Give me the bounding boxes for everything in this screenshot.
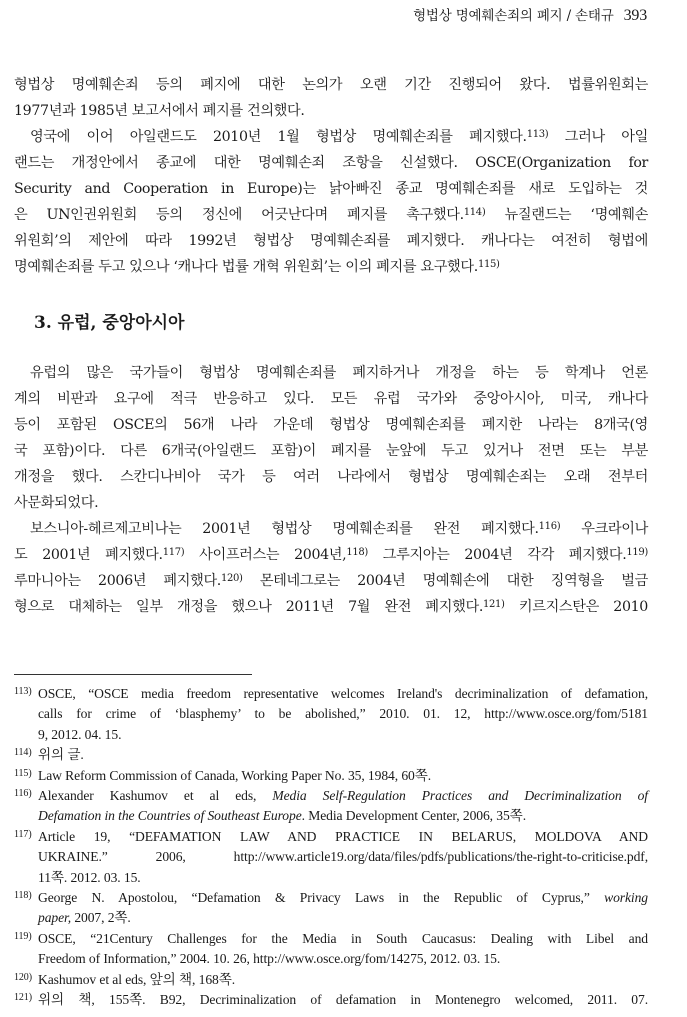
text-segment: 몬테네그로는 2004년 명예훼손에 대한 징역형을 벌금	[242, 573, 648, 589]
text-line: 랜드는 개정안에서 종교에 대한 명예훼손죄 조항을 신설했다. OSCE(Organization for	[14, 155, 648, 171]
footnote-113	[14, 684, 648, 745]
footnote-number: 120)	[14, 971, 32, 983]
text-line	[14, 594, 648, 620]
italic-title: working	[604, 890, 648, 906]
paragraph-4	[14, 516, 648, 620]
footnote-number: 114)	[14, 747, 32, 759]
footnote-120	[14, 970, 648, 990]
text-line: 사문화되었다.	[14, 495, 99, 511]
footnote-ref-121[interactable]: 121)	[482, 599, 505, 610]
footnote-121	[14, 990, 648, 1010]
text-segment: 그러나 아일	[548, 129, 648, 145]
paragraph-2	[14, 124, 648, 280]
text-line: 계의 비판과 요구에 적극 반응하고 있다. 모든 유럽 국가와 중앙아시아, 미국, 캐나다	[14, 391, 648, 407]
footnote-text	[38, 745, 648, 765]
footnote-ref-118[interactable]: 118)	[346, 547, 368, 558]
footnote-line: Law Reform Commission of Canada, Working Paper No. 35, 1984, 60쪽.	[38, 767, 432, 783]
text-segment: 보스니아-헤르제고비나는 2001년 형법상 명예훼손죄를 완전 폐지했다.	[30, 521, 539, 537]
running-title: 형법상 명예훼손죄의 폐지 / 손태규	[413, 8, 614, 24]
text-line: 1977년과 1985년 보고서에서 폐지를 건의했다.	[14, 103, 305, 119]
paragraph-3	[14, 360, 648, 516]
text-segment: . Media Development Center, 2006, 35쪽.	[301, 808, 526, 824]
footnote-118	[14, 888, 648, 929]
text-line	[14, 516, 648, 542]
footnote-number: 121)	[14, 992, 32, 1004]
footnote-line: OSCE, “OSCE media freedom representative welcomes Ireland's decriminalization of defamation,	[38, 686, 648, 701]
footnote-115	[14, 766, 648, 786]
footnote-line: 위의 글.	[38, 747, 84, 763]
text-line: 위원회’의 제안에 따라 1992년 형법상 명예훼손죄를 폐지했다. 캐나다는 여전히 형법에	[14, 233, 648, 249]
footnote-number: 119)	[14, 930, 32, 942]
text-line	[14, 542, 648, 568]
footnote-line: OSCE, “21Century Challenges for the Media in South Caucasus: Dealing with Libel and	[38, 930, 648, 946]
footnote-ref-117[interactable]: 117)	[162, 547, 185, 558]
text-segment: 사이프러스는 2004년,	[184, 547, 347, 563]
footnote-ref-114[interactable]: 114)	[463, 207, 486, 218]
text-segment: 영국에 이어 아일랜드도 2010년 1월 형법상 명예훼손죄를 폐지했다.	[30, 129, 527, 145]
text-line	[14, 202, 648, 228]
text-segment: George N. Apostolou, “Defamation & Privacy Laws in the Republic of Cyprus,”	[38, 890, 605, 906]
footnote-text	[38, 684, 648, 745]
text-segment: 은 UN인권위원회 등의 정신에 어긋난다며 폐지를 촉구했다.	[14, 207, 464, 223]
footnote-114	[14, 745, 648, 765]
text-line: 유럽의 많은 국가들이 형법상 명예훼손죄를 폐지하거나 개정을 하는 등 학계나 언론	[30, 365, 648, 381]
italic-title: paper,	[38, 910, 72, 926]
text-segment: 우크라이나	[560, 521, 648, 537]
italic-title: Defamation in the Countries of Southeast Europe	[38, 808, 302, 824]
footnote-line: 11쪽. 2012. 03. 15.	[38, 869, 141, 885]
footnote-117	[14, 827, 648, 888]
footnote-number: 113)	[14, 686, 32, 697]
text-segment: 그루지아는 2004년 각각 폐지했다.	[367, 547, 627, 563]
text-line	[14, 568, 648, 594]
footnote-ref-116[interactable]: 116)	[538, 521, 561, 532]
text-line: Security and Cooperation in Europe)는 낡아빠진 종교 명예훼손죄를 새로 도입하는 것	[14, 181, 648, 197]
footnotes	[14, 684, 648, 1011]
section-heading: 3. 유럽, 중앙아시아	[34, 313, 185, 333]
text-line: 형법상 명예훼손죄 등의 폐지에 대한 논의가 오랜 기간 진행되어 왔다. 법률위원회는	[14, 77, 648, 93]
footnote-number: 117)	[14, 828, 32, 840]
footnote-text	[38, 786, 648, 827]
footnote-number: 116)	[14, 788, 32, 800]
footnote-text	[38, 888, 648, 929]
text-line: 국 포함)이다. 다른 6개국(아일랜드 포함)이 폐지를 눈앞에 두고 있거나 전면 또는 부분	[14, 443, 648, 459]
footnote-line	[38, 908, 648, 928]
text-line: 개정을 했다. 스칸디나비아 국가 등 여러 나라에서 형법상 명예훼손죄는 오래 전부터	[14, 469, 648, 485]
text-segment: 루마니아는 2006년 폐지했다.	[14, 573, 221, 589]
paragraph-1	[14, 72, 648, 124]
footnote-line: Kashumov et al eds, 앞의 책, 168쪽.	[38, 971, 236, 987]
footnote-line: calls for crime of ‘blasphemy’ to be abolished,” 2010. 01. 12, http://www.osce.org/fom/5181	[38, 706, 648, 722]
text-segment: 키르지스탄은 2010	[504, 599, 648, 615]
footnote-text	[38, 929, 648, 970]
text-segment: Alexander Kashumov et al eds,	[38, 788, 273, 804]
body-text	[14, 72, 648, 620]
footnote-number: 118)	[14, 890, 32, 902]
page-number: 393	[623, 7, 647, 24]
footnote-divider	[14, 674, 252, 675]
footnote-ref-115[interactable]: 115)	[477, 259, 500, 270]
footnote-line: UKRAINE.” 2006, http://www.article19.org/data/files/pdfs/publications/the-right-to-criticise.pdf,	[38, 849, 648, 865]
footnote-116	[14, 786, 648, 827]
text-segment: 2007, 2쪽.	[71, 910, 131, 926]
text-segment: 도 2001년 폐지했다.	[14, 547, 163, 563]
footnote-text	[38, 970, 648, 990]
footnote-text	[38, 990, 648, 1010]
running-header	[413, 4, 647, 25]
footnote-119	[14, 929, 648, 970]
footnote-line: Article 19, “DEFAMATION LAW AND PRACTICE IN BELARUS, MOLDOVA AND	[38, 828, 648, 844]
footnote-line: Freedom of Information,” 2004. 10. 26, http://www.osce.org/fom/14275, 2012. 03. 15.	[38, 951, 501, 967]
text-line	[14, 254, 648, 280]
footnote-ref-113[interactable]: 113)	[526, 129, 549, 140]
footnote-line	[38, 806, 648, 826]
footnote-line	[38, 888, 648, 908]
italic-title: Media Self-Regulation Practices and Decriminalization of	[272, 788, 648, 804]
text-segment: 뉴질랜드는 ‘명예훼손	[485, 207, 648, 223]
text-segment: 명예훼손죄를 두고 있으나 ‘캐나다 법률 개혁 위원회’는 이의 폐지를 요구했다.	[14, 259, 478, 275]
footnote-ref-119[interactable]: 119)	[626, 547, 648, 558]
footnote-line: 위의 책, 155쪽. B92, Decriminalization of defamation in Montenegro welcomed, 2011. 07.	[38, 992, 648, 1008]
text-segment: 형으로 대체하는 일부 개정을 했으나 2011년 7월 완전 폐지했다.	[14, 599, 483, 615]
footnote-text	[38, 827, 648, 888]
text-line: 등이 포함된 OSCE의 56개 나라 가운데 형법상 명예훼손죄를 폐지한 나라는 8개국(영	[14, 417, 648, 433]
footnote-line	[38, 786, 648, 806]
footnote-line: 9, 2012. 04. 15.	[38, 726, 122, 742]
footnote-number: 115)	[14, 767, 32, 779]
footnote-ref-120[interactable]: 120)	[220, 573, 243, 584]
footnote-text	[38, 766, 648, 786]
text-line	[14, 124, 648, 150]
